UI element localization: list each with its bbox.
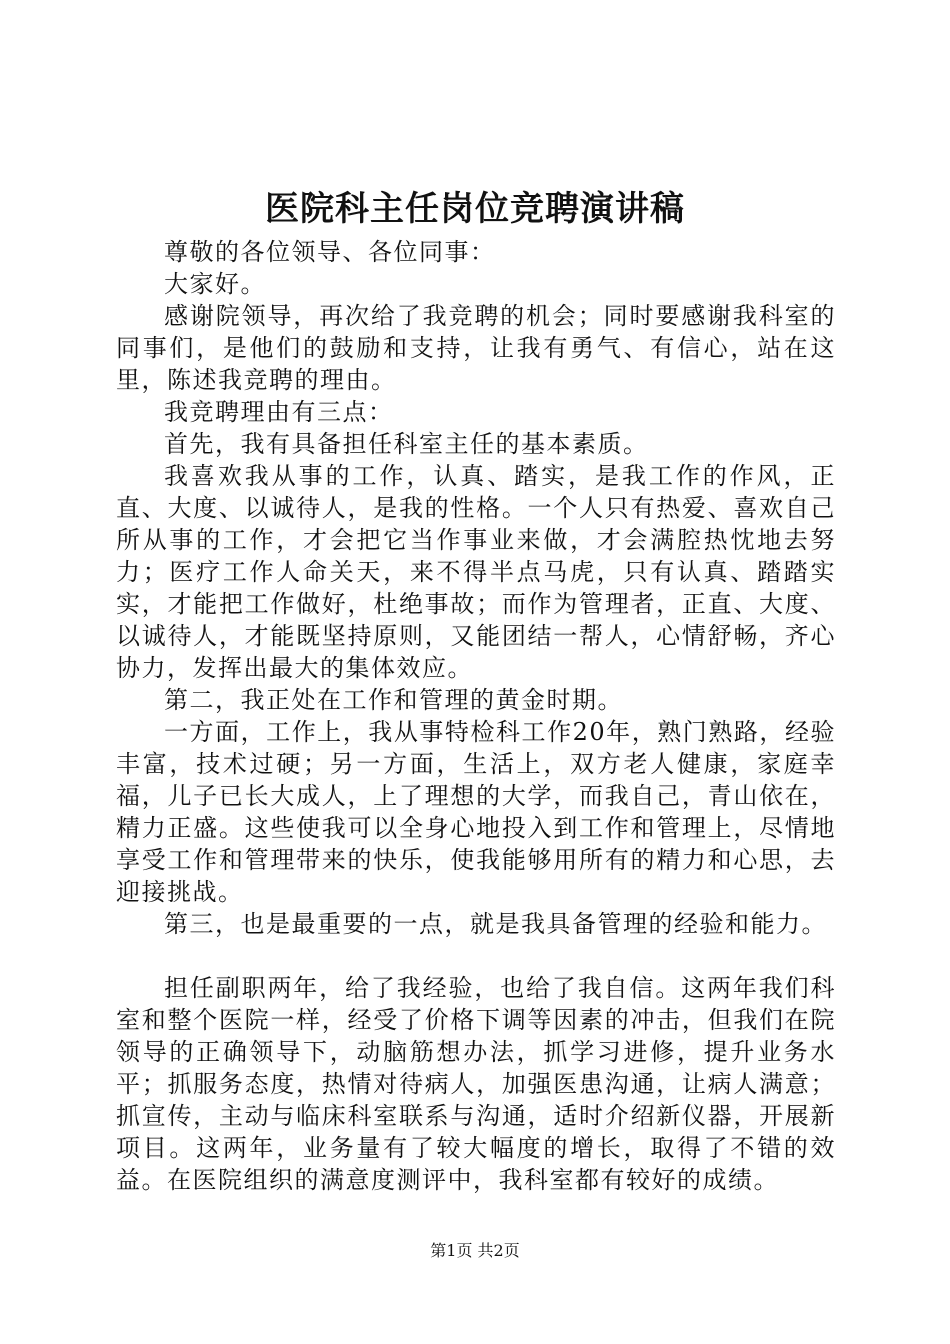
page-footer: 第1页 共2页 <box>430 1241 520 1260</box>
paragraph-second-detail: 一方面，工作上，我从事特检科工作20年，熟门熟路，经验丰富，技术过硬；另一方面，生活上，双方老人健康，家庭幸福，儿子已长大成人，上了理想的大学，而我自己，青山依在，精力正盛。这些使我可以全身心地投入到工作和管理上，尽情地享受工作和管理带来的快乐，使我能够用所有的精力和心思，去迎接挑战。 <box>116 718 836 906</box>
greeting: 大家好。 <box>164 270 266 298</box>
document-body <box>116 236 836 1196</box>
salutation: 尊敬的各位领导、各位同事： <box>164 238 496 266</box>
paragraph-second-point: 第二，我正处在工作和管理的黄金时期。 <box>164 686 623 714</box>
paragraph-third-detail: 担任副职两年，给了我经验，也给了我自信。这两年我们科室和整个医院一样，经受了价格下调等因素的冲击，但我们在院领导的正确领导下，动脑筋想办法，抓学习进修，提升业务水平；抓服务态度，热情对待病人，加强医患沟通，让病人满意；抓宣传，主动与临床科室联系与沟通，适时介绍新仪器，开展新项目。这两年，业务量有了较大幅度的增长，取得了不错的效益。在医院组织的满意度测评中，我科室都有较好的成绩。 <box>116 974 836 1194</box>
paragraph-first-detail: 我喜欢我从事的工作，认真、踏实，是我工作的作风，正直、大度、以诚待人，是我的性格。一个人只有热爱、喜欢自己所从事的工作，才会把它当作事业来做，才会满腔热忱地去努力；医疗工作人命关天，来不得半点马虎，只有认真、踏踏实实，才能把工作做好，杜绝事故；而作为管理者，正直、大度、以诚待人，才能既坚持原则，又能团结一帮人，心情舒畅，齐心协力，发挥出最大的集体效应。 <box>116 462 836 682</box>
paragraph-third-point: 第三，也是最重要的一点，就是我具备管理的经验和能力。 <box>164 910 827 938</box>
page-title: 医院科主任岗位竞聘演讲稿 <box>265 189 685 229</box>
paragraph-first-point: 首先，我有具备担任科室主任的基本素质。 <box>164 430 649 458</box>
paragraph-thanks: 感谢院领导，再次给了我竞聘的机会；同时要感谢我科室的同事们，是他们的鼓励和支持，让我有勇气、有信心，站在这里，陈述我竞聘的理由。 <box>116 302 836 394</box>
paragraph-reasons-intro: 我竞聘理由有三点： <box>164 398 394 426</box>
